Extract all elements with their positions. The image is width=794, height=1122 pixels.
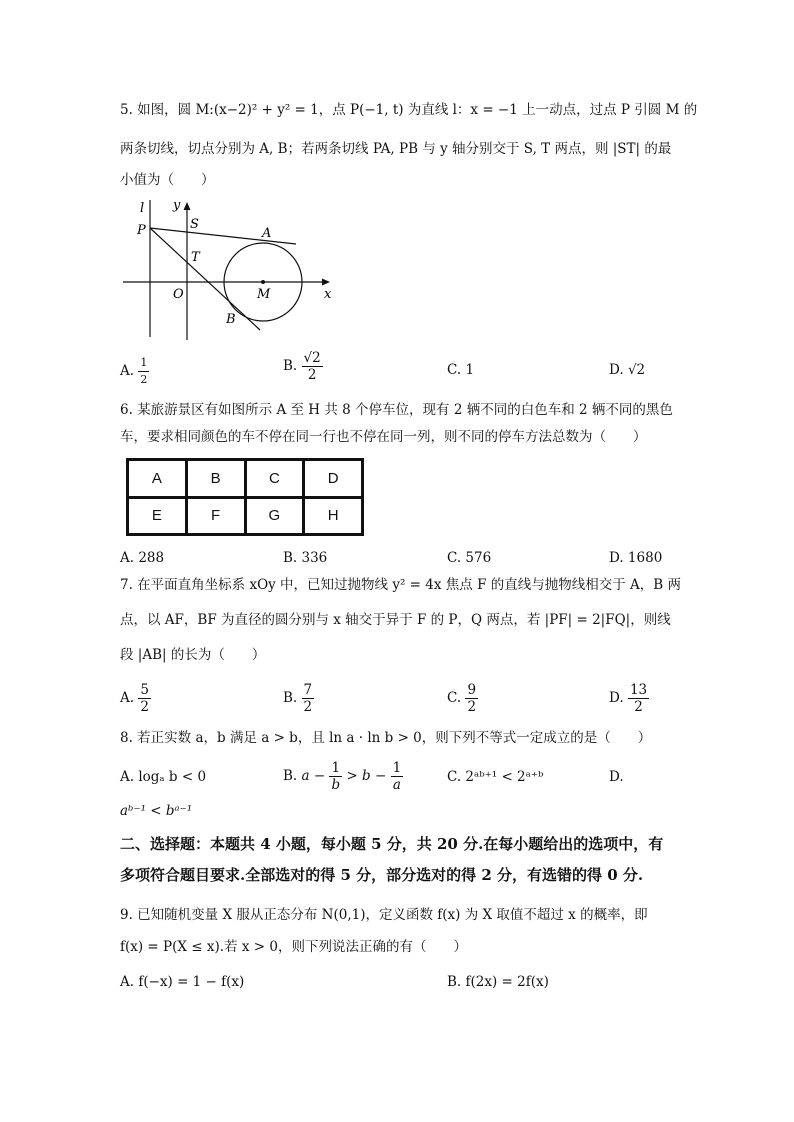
parking-cell: E — [129, 499, 185, 534]
fraction — [302, 682, 315, 715]
option-letter: C. — [447, 690, 462, 706]
q8-line-1: 8. 若正实数 a，b 满足 a > b，且 ln a · ln b > 0，则下列不等式一定成立的是（ ） — [120, 730, 652, 746]
fraction — [138, 355, 149, 388]
tangent-pb — [150, 228, 260, 330]
parking-grid — [126, 458, 364, 536]
q6-option-c: C. 576 — [447, 550, 492, 566]
q9-option-a: A. f(−x) = 1 − f(x) — [120, 974, 245, 990]
numerator: 1 — [392, 760, 402, 776]
denominator: 2 — [303, 699, 313, 715]
q5-option-c — [447, 360, 474, 380]
section-2-line-2: 多项符合题目要求.全部选对的得 5 分，部分选对的得 2 分，有选错的得 0 分. — [120, 866, 644, 884]
q7-option-c — [447, 682, 478, 715]
q8-option-c: C. 2ᵃᵇ⁺¹ < 2ᵃ⁺ᵇ — [447, 769, 544, 785]
denominator: b — [331, 777, 341, 793]
parking-cell: C — [247, 461, 303, 496]
expr-part: > b − — [346, 768, 387, 784]
q5-figure-circle-tangents — [118, 192, 343, 342]
q6-option-d: D. 1680 — [609, 550, 663, 566]
label-x: x — [324, 287, 332, 302]
q7-option-a — [120, 682, 151, 715]
numerator: 1 — [138, 355, 149, 372]
denominator: 2 — [634, 699, 643, 715]
numerator: 13 — [629, 682, 648, 698]
q6-line-2: 车，要求相同颜色的车不停在同一行也不停在同一列，则不同的停车方法总数为（ ） — [120, 429, 647, 445]
fraction — [329, 760, 342, 793]
denominator: 2 — [307, 367, 317, 383]
option-letter: B. — [283, 768, 298, 784]
q5-option-b — [283, 350, 323, 383]
q8-option-d-expr: aᵇ⁻¹ < bᵃ⁻¹ — [120, 803, 193, 819]
fraction — [628, 682, 649, 715]
label-o: O — [173, 287, 184, 302]
q7-option-b — [283, 682, 314, 715]
parking-cell: D — [305, 461, 361, 496]
q7-line-2: 点，以 AF，BF 为直径的圆分别与 x 轴交于异于 F 的 P，Q 两点，若 |PF| = 2|FQ|，则线 — [120, 612, 671, 628]
fraction — [138, 682, 151, 715]
label-a: A — [262, 226, 272, 241]
q8-option-b — [283, 760, 403, 793]
option-letter: C. — [447, 362, 462, 378]
q7-line-3: 段 |AB| 的长为（ ） — [120, 647, 266, 663]
option-letter: D. — [609, 362, 624, 378]
option-letter: B. — [283, 690, 298, 706]
label-s: S — [190, 217, 199, 232]
y-axis-arrow — [184, 202, 191, 210]
q5-option-a — [120, 355, 149, 388]
numerator: √2 — [303, 350, 321, 366]
q8-option-d-label: D. — [609, 769, 624, 785]
parking-cell: G — [247, 499, 303, 534]
option-letter: A. — [120, 690, 135, 706]
denominator: 2 — [140, 373, 148, 386]
label-m: M — [257, 287, 271, 302]
fraction — [465, 682, 478, 715]
tangent-pa — [150, 228, 296, 244]
option-value: 1 — [465, 362, 475, 378]
q9-option-b: B. f(2x) = 2f(x) — [447, 974, 549, 990]
q5-line-1: 5. 如图，圆 M:(x−2)² + y² = 1，点 P(−1, t) 为直线 l：x = −1 上一动点，过点 P 引圆 M 的 — [120, 102, 698, 118]
label-b: B — [226, 312, 236, 327]
q6-option-b: B. 336 — [283, 550, 328, 566]
numerator: 9 — [467, 682, 477, 698]
denominator: 2 — [140, 699, 149, 715]
q9-line-2: f(x) = P(X ≤ x).若 x > 0，则下列说法正确的有（ ） — [120, 939, 467, 955]
q9-line-1: 9. 已知随机变量 X 服从正态分布 N(0,1)，定义函数 f(x) 为 X 取值不超过 x 的概率，即 — [120, 907, 648, 923]
fraction — [302, 350, 323, 383]
numerator: 5 — [140, 682, 149, 698]
q8-option-a: A. logₐ b < 0 — [120, 769, 207, 785]
parking-cell: F — [188, 499, 244, 534]
q5-line-3: 小值为（ ） — [120, 172, 215, 188]
center-m-dot — [261, 280, 265, 284]
parking-cell: H — [305, 499, 361, 534]
option-letter: D. — [609, 690, 624, 706]
q5-option-d — [609, 360, 645, 380]
q5-line-2: 两条切线，切点分别为 A, B；若两条切线 PA, PB 与 y 轴分别交于 S, T 两点，则 |ST| 的最 — [120, 141, 672, 157]
option-letter: B. — [283, 358, 298, 374]
q7-option-d — [609, 682, 649, 715]
denominator: 2 — [467, 699, 477, 715]
q6-option-a: A. 288 — [120, 550, 165, 566]
numerator: 7 — [303, 682, 313, 698]
parking-cell: A — [129, 461, 185, 496]
x-axis-arrow — [322, 279, 330, 286]
label-l: l — [140, 201, 145, 216]
parking-cell: B — [188, 461, 244, 496]
label-t: T — [191, 250, 200, 265]
q7-line-1: 7. 在平面直角坐标系 xOy 中，已知过抛物线 y² = 4x 焦点 F 的直线与抛物线相交于 A，B 两 — [120, 577, 681, 593]
denominator: a — [392, 777, 401, 793]
label-y: y — [173, 198, 181, 213]
numerator: 1 — [329, 760, 342, 777]
section-2-line-1: 二、选择题：本题共 4 小题，每小题 5 分，共 20 分.在每小题给出的选项中，有 — [120, 835, 664, 853]
fraction — [391, 760, 404, 793]
option-value: √2 — [627, 362, 646, 378]
q6-line-1: 6. 某旅游景区有如图所示 A 至 H 共 8 个停车位，现有 2 辆不同的白色车和 2 辆不同的黑色 — [120, 402, 673, 418]
option-letter: A. — [120, 363, 135, 379]
expr-part: a − — [301, 768, 326, 784]
label-p: P — [137, 223, 146, 238]
